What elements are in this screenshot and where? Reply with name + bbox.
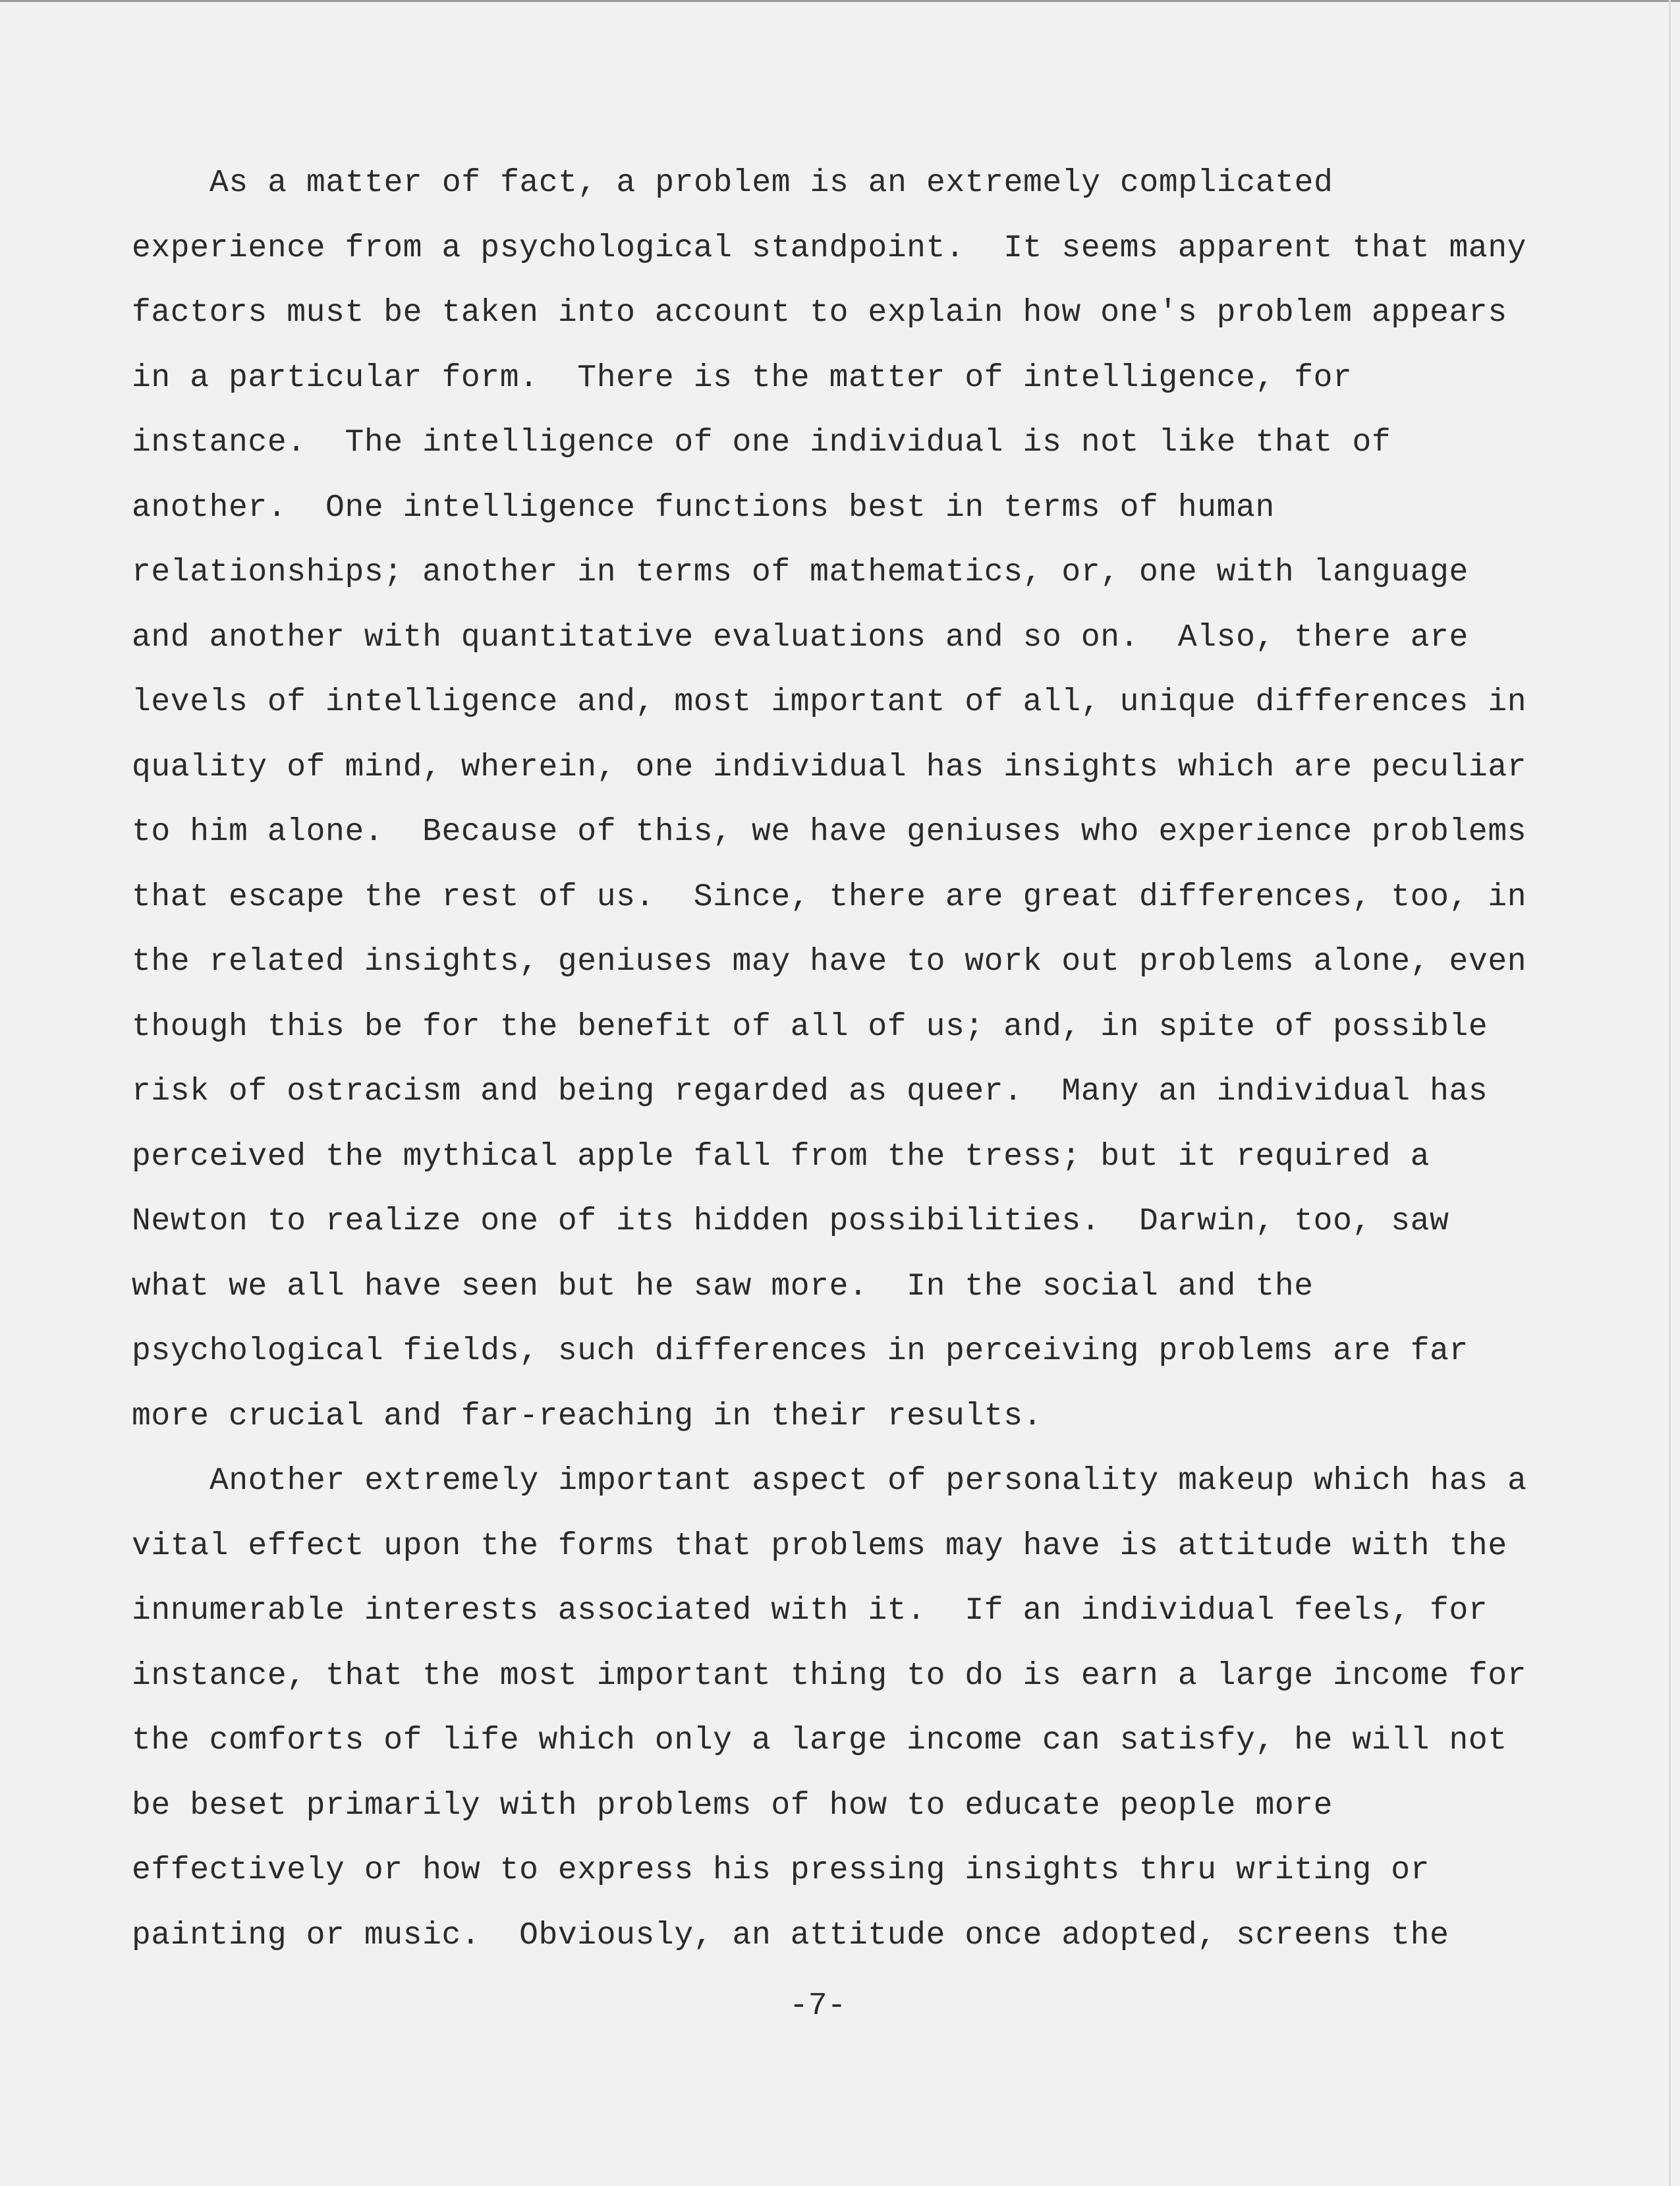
text-line: quality of mind, wherein, one individual has insights which are peculiar — [132, 749, 1527, 785]
text-line: that escape the rest of us. Since, there are great differences, too, in — [132, 879, 1527, 915]
text-line: perceived the mythical apple fall from the tress; but it required a — [132, 1138, 1430, 1175]
page-top-edge — [0, 0, 1680, 2]
text-line: instance, that the most important thing to do is earn a large income for — [132, 1658, 1527, 1694]
body-text — [132, 163, 1575, 1980]
page-number: -7- — [789, 1988, 847, 2024]
text-line: levels of intelligence and, most important of all, unique differences in — [132, 685, 1527, 720]
text-line: be beset primarily with problems of how to educate people more — [132, 1787, 1333, 1824]
text-line: innumerable interests associated with it. If an individual feels, for — [132, 1593, 1488, 1629]
text-line: factors must be taken into account to explain how one's problem appears — [132, 295, 1507, 331]
text-line: what we all have seen but he saw more. In the social and the — [132, 1268, 1314, 1304]
text-line: more crucial and far-reaching in their results. — [132, 1398, 1043, 1434]
text-line: and another with quantitative evaluations and so on. Also, there are — [132, 619, 1469, 656]
text-line: relationships; another in terms of mathematics, or, one with language — [132, 555, 1469, 590]
text-line: the related insights, geniuses may have to work out problems alone, even — [132, 944, 1527, 980]
text-line: Another extremely important aspect of personality makeup which has a — [210, 1463, 1527, 1499]
text-line: though this be for the benefit of all of us; and, in spite of possible — [132, 1009, 1488, 1045]
text-line: effectively or how to express his pressing insights thru writing or — [132, 1853, 1430, 1888]
text-line: risk of ostracism and being regarded as queer. Many an individual has — [132, 1074, 1488, 1109]
text-line: to him alone. Because of this, we have geniuses who experience problems — [132, 814, 1527, 850]
text-line: painting or music. Obviously, an attitude once adopted, screens the — [132, 1917, 1449, 1953]
text-line: another. One intelligence functions best in terms of human — [132, 490, 1275, 526]
page-right-edge — [1669, 0, 1671, 2186]
text-line: instance. The intelligence of one individual is not like that of — [132, 425, 1391, 461]
text-line: vital effect upon the forms that problems may have is attitude with the — [132, 1528, 1507, 1564]
text-line: experience from a psychological standpoint. It seems apparent that many — [132, 230, 1527, 266]
paragraph-1 — [132, 163, 1575, 1461]
text-line: psychological fields, such differences in perceiving problems are far — [132, 1333, 1469, 1369]
text-line: in a particular form. There is the matter of intelligence, for — [132, 360, 1353, 396]
text-line: Newton to realize one of its hidden possibilities. Darwin, too, saw — [132, 1204, 1449, 1239]
paragraph-2 — [132, 1461, 1575, 1980]
text-line: As a matter of fact, a problem is an extremely complicated — [210, 165, 1333, 201]
text-line: the comforts of life which only a large income can satisfy, he will not — [132, 1723, 1507, 1758]
